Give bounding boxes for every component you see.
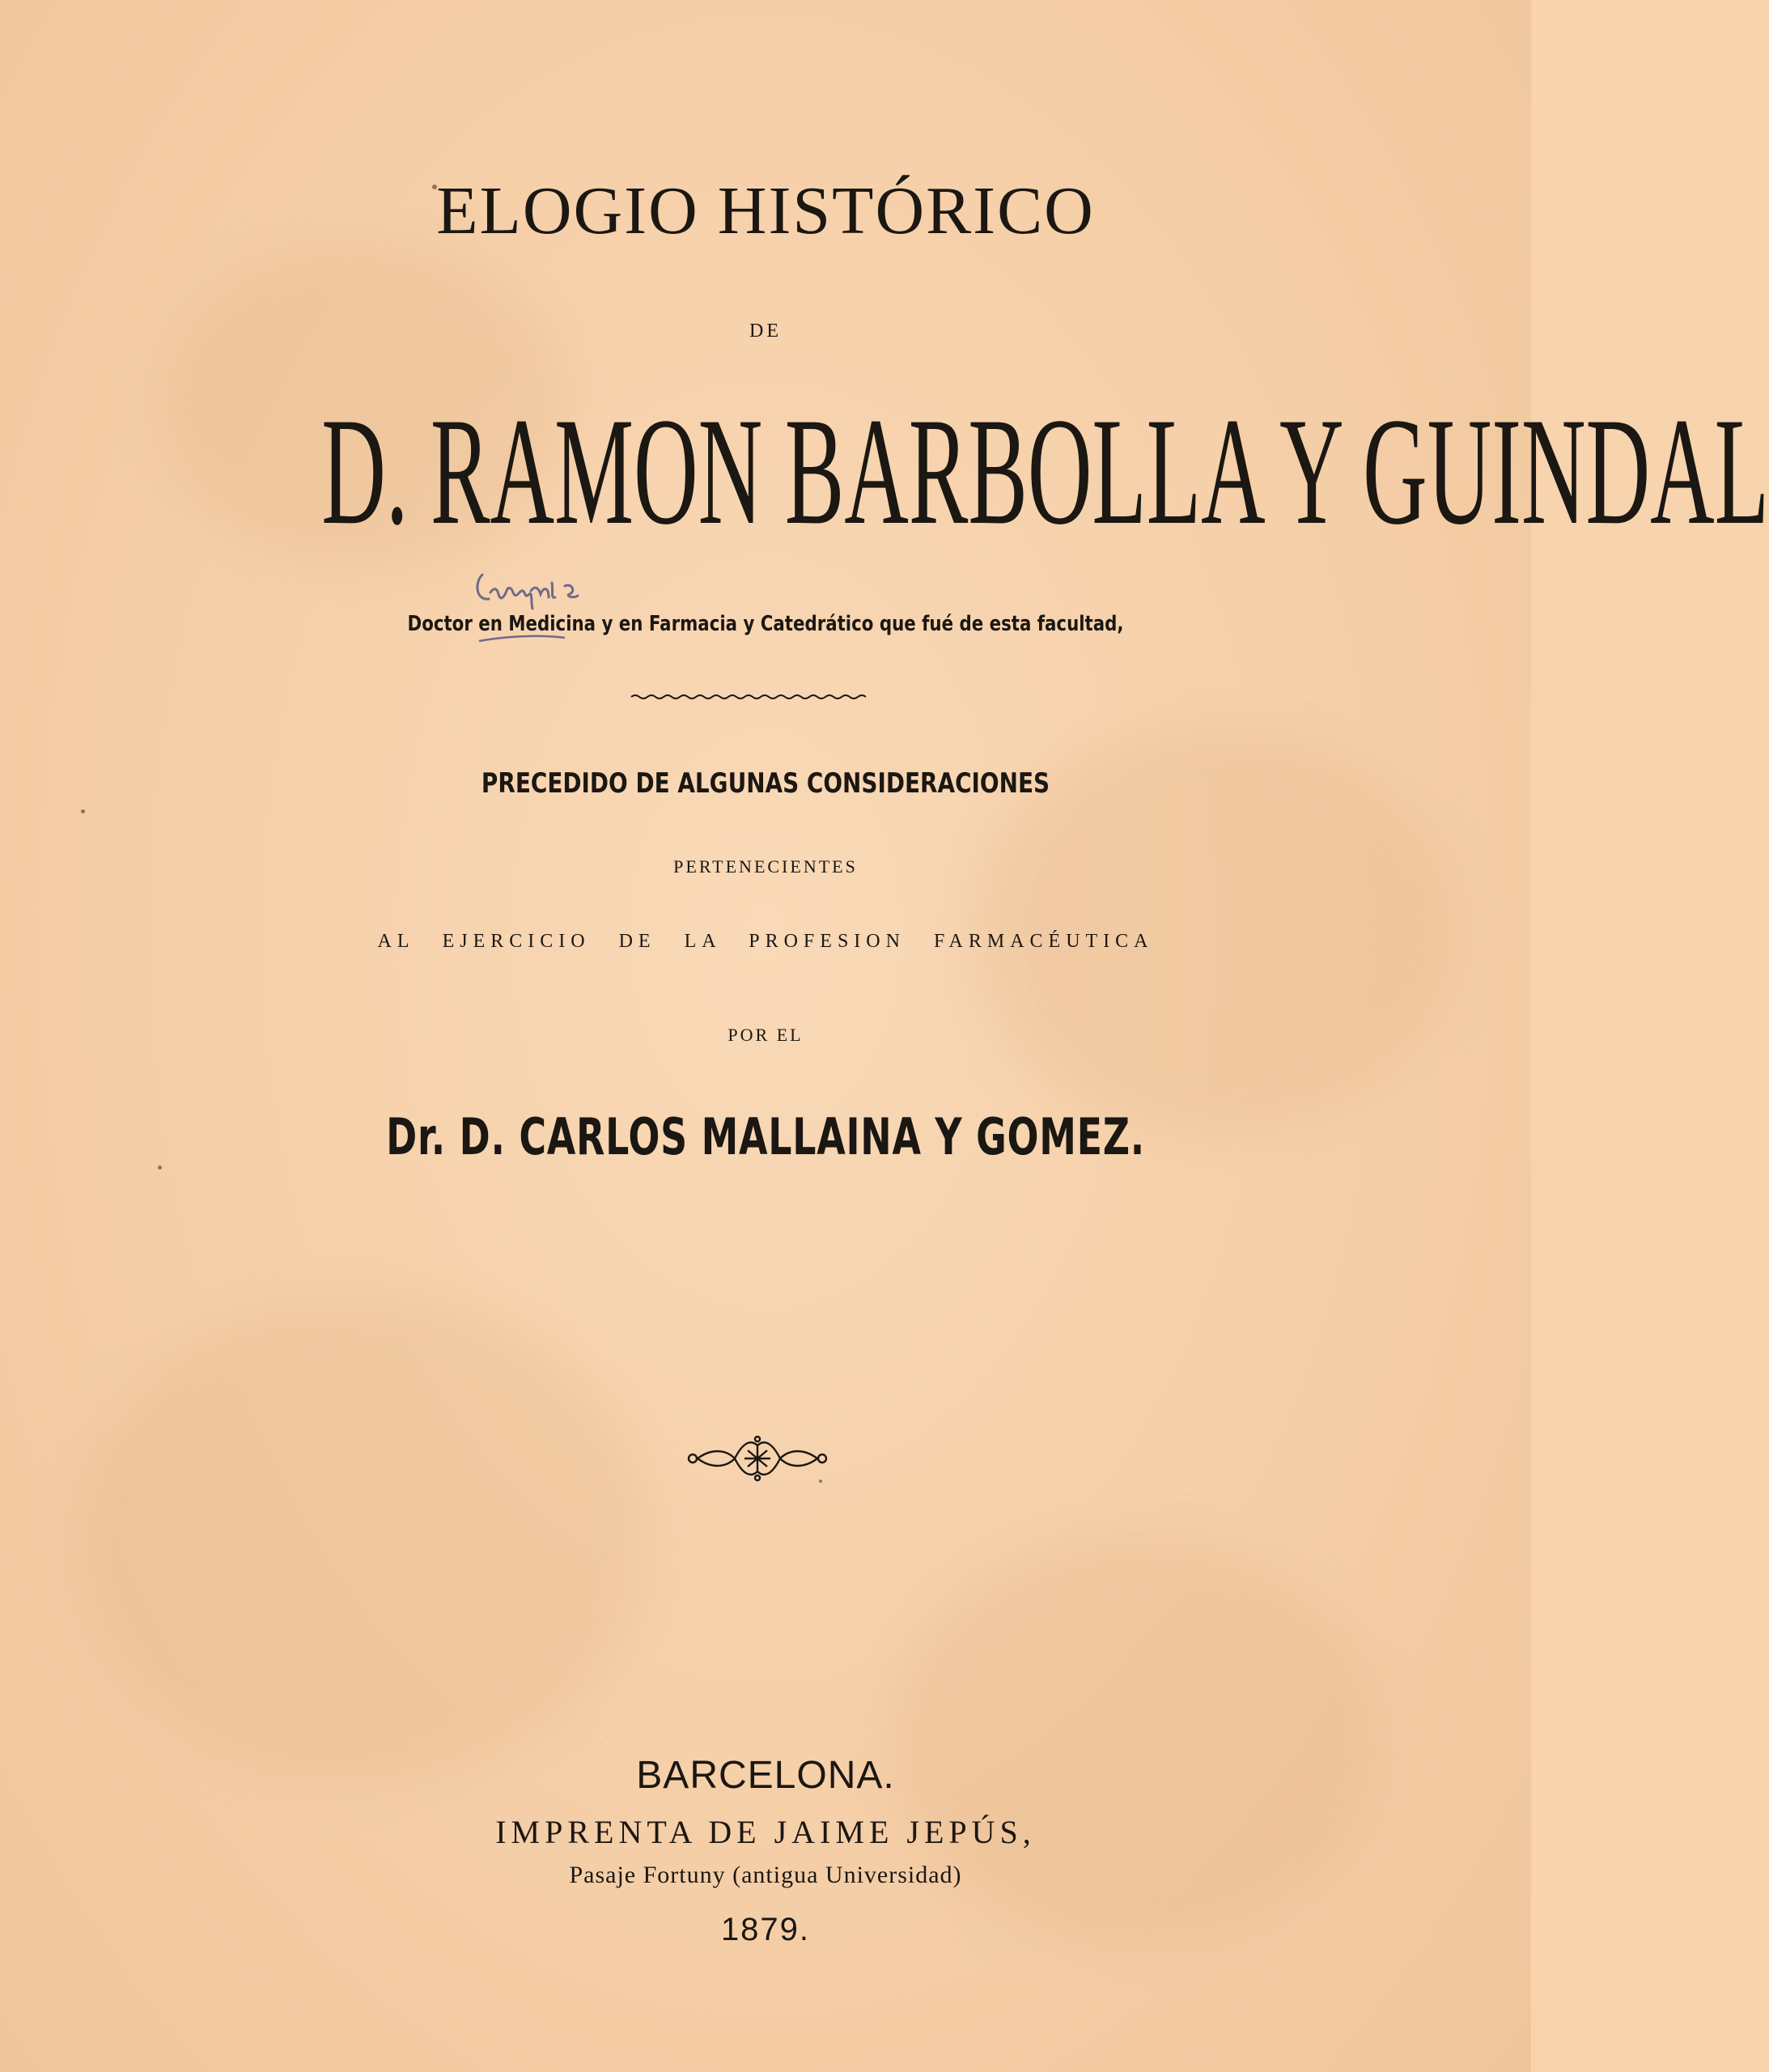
by-line: POR EL — [728, 1025, 804, 1045]
ink-speck — [81, 809, 85, 813]
imprint-address: Pasaje Fortuny (antigua Universidad) — [569, 1862, 962, 1888]
imprint-printer: IMPRENTA DE JAIME JEPÚS, — [495, 1814, 1036, 1850]
title-connector: DE — [749, 321, 782, 342]
subject-name: D. RAMON BARBOLLA Y GUINDAL — [321, 387, 1769, 557]
subtitle-preceded: PRECEDIDO DE ALGUNAS CONSIDERACIONES — [481, 767, 1050, 800]
paper-stain — [81, 1295, 647, 1781]
printer-ornament — [686, 1434, 829, 1483]
imprint-year: 1879. — [720, 1912, 811, 1947]
book-title: ELOGIO HISTÓRICO — [436, 173, 1095, 248]
author-name: Dr. D. CARLOS MALLAINA Y GOMEZ. — [386, 1107, 1145, 1166]
subtitle-belonging: PERTENECIENTES — [673, 856, 858, 877]
subtitle-exercise: AL EJERCICIO DE LA PROFESION FARMACÉUTICA — [377, 931, 1154, 952]
subject-degrees: Doctor en Medicina y en Farmacia y Catedrático que fué de esta facultad, — [407, 612, 1124, 636]
imprint-city: BARCELONA. — [636, 1754, 895, 1797]
ink-speck — [158, 1166, 162, 1170]
wavy-rule — [631, 693, 866, 701]
